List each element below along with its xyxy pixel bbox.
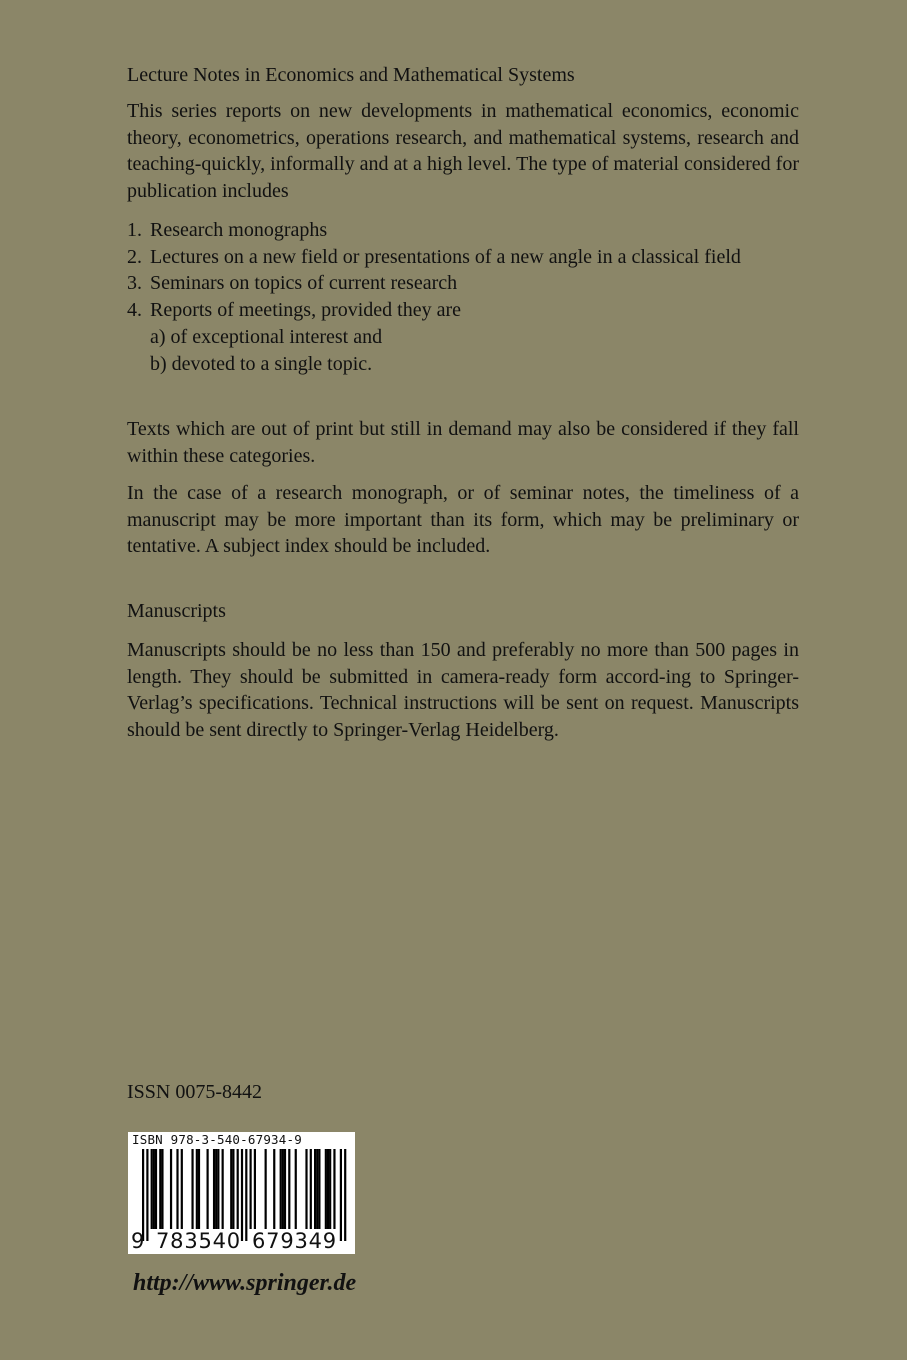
barcode-bar bbox=[176, 1149, 178, 1229]
barcode-bar bbox=[222, 1149, 224, 1229]
list-item: 4. Reports of meetings, provided they are a) of exceptional interest and b) devoted to a single topic. bbox=[127, 297, 799, 377]
barcode-bar bbox=[215, 1149, 217, 1229]
barcode-bar bbox=[325, 1149, 327, 1229]
barcode-bar bbox=[314, 1149, 316, 1229]
sublist-item: b) devoted to a single topic. bbox=[150, 352, 373, 375]
manuscripts-heading: Manuscripts bbox=[127, 600, 226, 622]
barcode-bar bbox=[198, 1149, 200, 1229]
intro-paragraph: This series reports on new developments in mathematical economics, economic theory, econometrics, operations research, and mathematical systems, research and teaching-quickly, informally and at a high level. The type of material considered for publication includes bbox=[127, 100, 799, 202]
manuscripts-paragraph: Manuscripts should be no less than 150 and preferably no more than 500 pages in length. They should be submitted in camera-ready form accord-ing to Springer-Verlag’s specifications. Technical instructions will be sent on request. Manuscripts should be sent directly to Springer-Verlag Heidelberg. bbox=[127, 639, 799, 741]
barcode-bar bbox=[329, 1149, 331, 1229]
barcode-bar bbox=[282, 1149, 284, 1229]
barcode-bar bbox=[181, 1149, 183, 1229]
barcode-bar bbox=[288, 1149, 290, 1229]
series-title: Lecture Notes in Economics and Mathematical Systems bbox=[127, 64, 575, 86]
barcode-bar bbox=[151, 1149, 153, 1229]
barcode-bar bbox=[265, 1149, 267, 1229]
list-item: 2. Lectures on a new field or presentations of a new angle in a classical field bbox=[127, 245, 741, 268]
barcode-bar bbox=[191, 1149, 193, 1229]
list-item: 3. Seminars on topics of current research bbox=[127, 272, 458, 295]
timeliness-paragraph: In the case of a research monograph, or of seminar notes, the timeliness of a manuscript may be more important than its form, which may be preliminary or tentative. A subject index should be included. bbox=[127, 482, 799, 557]
barcode-bar bbox=[316, 1149, 318, 1229]
barcode-bar bbox=[207, 1149, 209, 1229]
barcode-bar bbox=[295, 1149, 297, 1229]
barcode-bar bbox=[284, 1149, 286, 1229]
barcode-bar bbox=[241, 1149, 243, 1241]
barcode-bar bbox=[318, 1149, 320, 1229]
barcode-bar bbox=[327, 1149, 329, 1229]
barcode-bar bbox=[196, 1149, 198, 1229]
barcode-bar bbox=[232, 1149, 234, 1229]
out-of-print-paragraph: Texts which are out of print but still in demand may also be considered if they fall within these categories. bbox=[127, 418, 799, 467]
barcode-bar bbox=[344, 1149, 346, 1241]
barcode-bar bbox=[170, 1149, 172, 1229]
barcode-bar bbox=[250, 1149, 252, 1229]
barcode-bar bbox=[142, 1149, 144, 1241]
barcode-bar bbox=[146, 1149, 148, 1241]
barcode-first-digit: 9 bbox=[131, 1229, 145, 1253]
barcode-bar bbox=[245, 1149, 247, 1241]
issn: ISSN 0075-8442 bbox=[127, 1081, 263, 1103]
barcode-bar bbox=[159, 1149, 161, 1229]
sublist-item: a) of exceptional interest and bbox=[150, 325, 383, 348]
isbn-label: ISBN 978-3-540-67934-9 bbox=[132, 1132, 302, 1147]
barcode-bar bbox=[161, 1149, 163, 1229]
barcode-bar bbox=[237, 1149, 239, 1229]
barcode-bar bbox=[333, 1149, 335, 1229]
barcode-bar bbox=[273, 1149, 275, 1229]
barcode-bar bbox=[305, 1149, 307, 1229]
barcode-bar bbox=[254, 1149, 256, 1229]
barcode-bar bbox=[230, 1149, 232, 1229]
barcode-bar bbox=[280, 1149, 282, 1229]
barcode-bar bbox=[340, 1149, 342, 1241]
publisher-url: http://www.springer.de bbox=[133, 1270, 357, 1296]
barcode-bar bbox=[153, 1149, 155, 1229]
material-list bbox=[127, 217, 799, 377]
barcode-bar bbox=[155, 1149, 157, 1229]
barcode-bar bbox=[213, 1149, 215, 1229]
barcode-bar bbox=[217, 1149, 219, 1229]
barcode-right-digits: 679349 bbox=[252, 1229, 337, 1253]
barcode-bar bbox=[310, 1149, 312, 1229]
barcode-left-digits: 783540 bbox=[156, 1229, 241, 1253]
isbn-barcode bbox=[128, 1132, 355, 1254]
list-item: 1. Research monographs bbox=[127, 219, 328, 241]
